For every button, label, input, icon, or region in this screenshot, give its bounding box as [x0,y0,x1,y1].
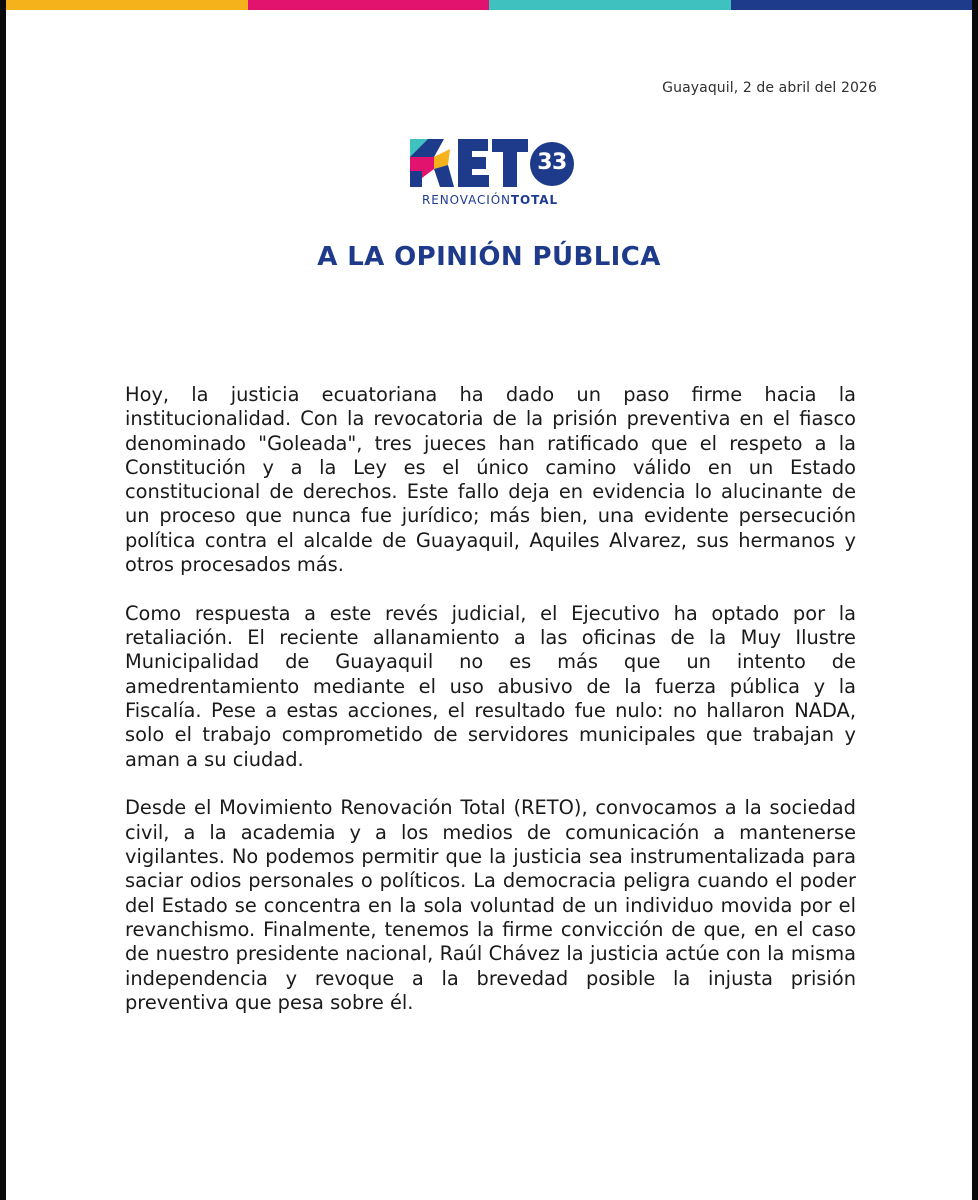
logo-tagline-light: RENOVACIÓN [422,193,511,207]
body-paragraph-1: Hoy, la justicia ecuatoriana ha dado un paso firme hacia la institucionalidad. Con la revocatoria de la prisión preventiva en el fiasco denominado "Goleada", tres jueces han ratificado que el respeto a la Constitución y a la Ley es el único camino válido en un Estado constitucional de derechos. Este fallo deja en evidencia lo alucinante de un proceso que nunca fue jurídico; más bien, una evidente persecución política contra el alcalde de Guayaquil, Aquiles Alvarez, sus hermanos y otros procesados más. [125,383,856,577]
stripe-navy [731,0,973,10]
logo-tagline-bold: TOTAL [510,193,558,207]
document-title: A LA OPINIÓN PÚBLICA [317,242,661,272]
document-date: Guayaquil, 2 de abril del 2026 [662,80,877,96]
stripe-yellow [6,0,248,10]
logo-number: 33 [537,150,567,175]
body-paragraph-3: Desde el Movimiento Renovación Total (RETO), convocamos a la sociedad civil, a la academia y a los medios de comunicación a mantenerse vigilantes. No podemos permitir que la justicia sea instrumentalizada para saciar odios personales o políticos. La democracia peligra cuando el poder del Estado se concentra en la sola voluntad de un individuo movida por el revanchismo. Finalmente, tenemos la firme convicción de que, en el caso de nuestro presidente nacional, Raúl Chávez la justicia actúe con la misma independencia y revoque a la brevedad posible la injusta prisión preventiva que pesa sobre él. [125,796,856,1014]
color-stripe-bar [6,0,972,10]
stripe-magenta [248,0,490,10]
body-paragraph-2: Como respuesta a este revés judicial, el Ejecutivo ha optado por la retaliación. El reciente allanamiento a las oficinas de la Muy Ilustre Municipalidad de Guayaquil no es más que un intento de amedrentamiento mediante el uso abusivo de la fuerza pública y la Fiscalía. Pese a estas acciones, el resultado fue nulo: no hallaron NADA, solo el trabajo comprometido de servidores municipales que trabajan y aman a su ciudad. [125,601,856,771]
document-body [125,383,856,1040]
stripe-teal [489,0,731,10]
logo-tagline [404,193,576,207]
document-page [6,0,972,1200]
